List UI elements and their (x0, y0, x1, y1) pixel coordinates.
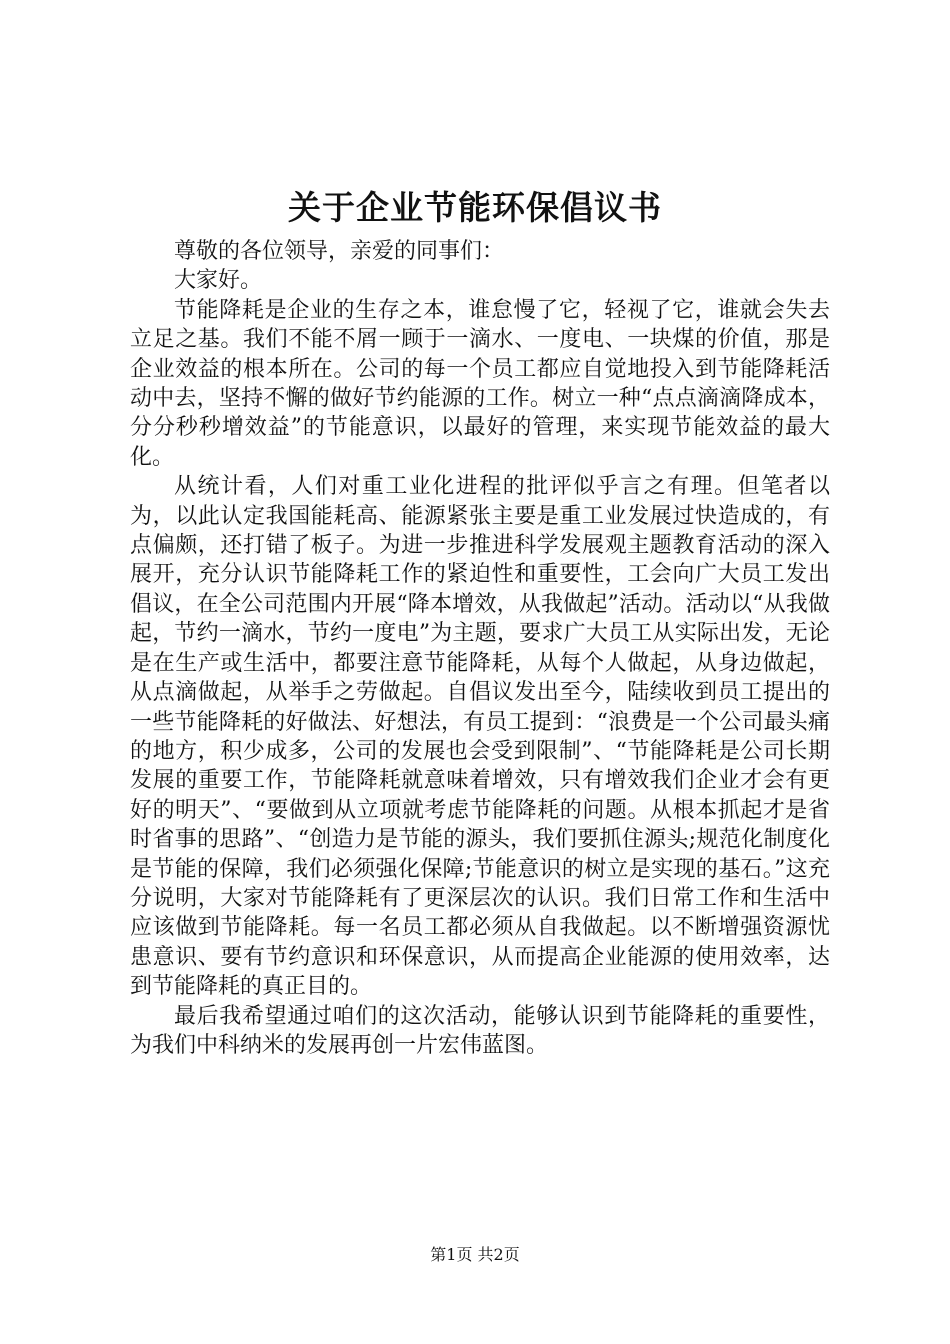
greeting: 大家好。 (174, 268, 263, 294)
document-body (130, 237, 830, 1060)
body-paragraph-2: 从统计看，人们对重工业化进程的批评似乎言之有理。但笔者以为，以此认定我国能耗高、能源紧张主要是重工业发展过快造成的，有点偏颇，还打错了板子。为进一步推进科学发展观主题教育活动的深入展开，充分认识节能降耗工作的紧迫性和重要性，工会向广大员工发出倡议，在全公司范围内开展“降本增效，从我做起”活动。活动以“从我做起，节约一滴水，节约一度电”为主题，要求广大员工从实际出发，无论是在生产或生活中，都要注意节能降耗，从每个人做起，从身边做起，从点滴做起，从举手之劳做起。自倡议发出至今，陆续收到员工提出的一些节能降耗的好做法、好想法，有员工提到：“浪费是一个公司最头痛的地方，积少成多，公司的发展也会受到限制”、“节能降耗是公司长期发展的重要工作，节能降耗就意味着增效，只有增效我们企业才会有更好的明天”、“要做到从立项就考虑节能降耗的问题。从根本抓起才是省时省事的思路”、“创造力是节能的源头，我们要抓住源头;规范化制度化是节能的保障，我们必须强化保障;节能意识的树立是实现的基石。”这充分说明，大家对节能降耗有了更深层次的认识。我们日常工作和生活中应该做到节能降耗。每一名员工都必须从自我做起。以不断增强资源忧患意识、要有节约意识和环保意识，从而提高企业能源的使用效率，达到节能降耗的真正目的。 (130, 474, 830, 1000)
closing-paragraph: 最后我希望通过咱们的这次活动，能够认识到节能降耗的重要性，为我们中科纳米的发展再创一片宏伟蓝图。 (130, 1003, 830, 1058)
document-title: 关于企业节能环保倡议书 (288, 188, 662, 227)
page-footer: 第1页 共2页 (430, 1245, 520, 1264)
salutation: 尊敬的各位领导，亲爱的同事们： (174, 239, 505, 264)
body-paragraph-1: 节能降耗是企业的生存之本，谁怠慢了它，轻视了它，谁就会失去立足之基。我们不能不屑一顾于一滴水、一度电、一块煤的价值，那是企业效益的根本所在。公司的每一个员工都应自觉地投入到节能降耗活动中去，坚持不懈的做好节约能源的工作。树立一种“点点滴滴降成本，分分秒秒增效益”的节能意识，以最好的管理，来实现节能效益的最大化。 (130, 297, 830, 470)
